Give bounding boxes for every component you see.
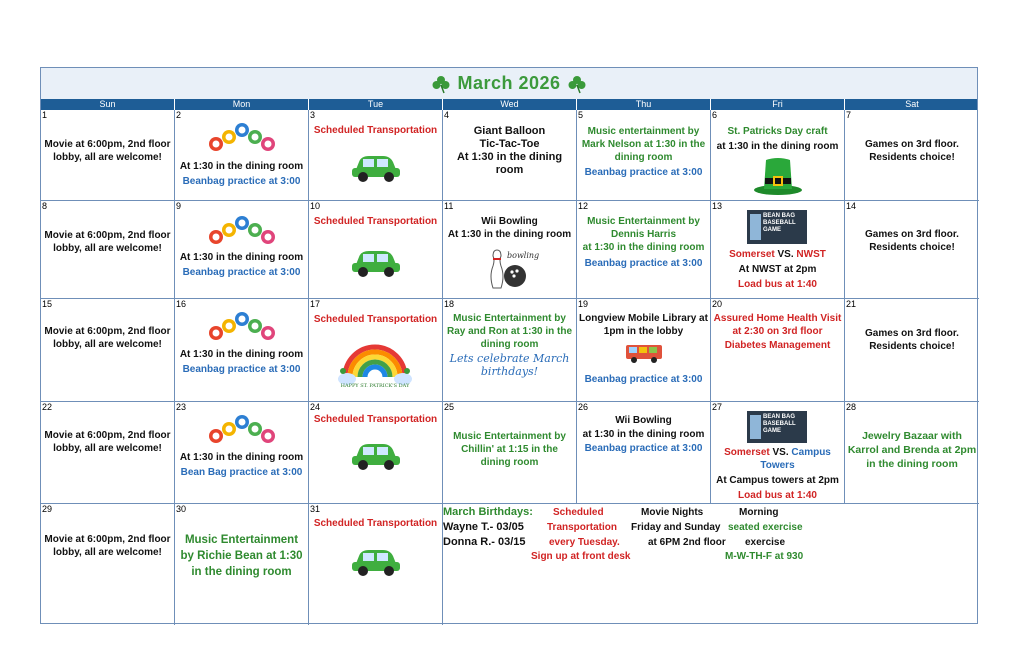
date-number: 9 — [176, 201, 182, 211]
event-text: At Campus towers at 2pm — [716, 475, 839, 486]
day-cell — [41, 110, 175, 201]
date-number: 3 — [310, 110, 316, 120]
weekday-header — [41, 99, 977, 110]
exercise-note: M-W-TH-F at 930 — [725, 551, 804, 562]
date-number: 14 — [846, 201, 857, 211]
day-cell — [845, 299, 979, 402]
event-text: Music entertainment by Mark Nelson at 1:30 in the dining room — [581, 126, 706, 163]
event-text: Music Entertainment by Richie Bean at 1:30 in the dining room — [180, 534, 303, 578]
movie-note: at 6PM 2nd floor — [648, 537, 726, 548]
day-cell — [845, 110, 979, 201]
event-text: At 1:30 in the dining room — [179, 349, 304, 360]
signup-note: Sign up at front desk — [531, 551, 631, 562]
leprechaun-hat-icon — [753, 154, 803, 196]
notes-panel — [443, 504, 979, 625]
date-number: 28 — [846, 402, 857, 412]
date-number: 27 — [712, 402, 723, 412]
event-text: Movie at 6:00pm, 2nd floor lobby, all are welcome! — [44, 534, 171, 558]
exercise-note: Morning — [739, 507, 779, 518]
day-cell — [41, 299, 175, 402]
date-number: 16 — [176, 299, 187, 309]
event-text: Diabetes Management — [724, 340, 831, 351]
day-cell — [175, 201, 309, 299]
day-cell — [577, 402, 711, 504]
bean-bag-baseball-icon: BEAN BAG BASEBALL GAME — [747, 411, 807, 443]
event-text: Movie at 6:00pm, 2nd floor lobby, all are welcome! — [44, 430, 171, 454]
transport-note: Scheduled — [553, 507, 604, 518]
shamrock-icon — [567, 74, 587, 94]
movie-note: Movie Nights — [641, 507, 704, 518]
date-number: 22 — [42, 402, 53, 412]
date-number: 1 — [42, 110, 48, 120]
library-bus-icon — [625, 342, 663, 364]
weekday-fri: Fri — [711, 99, 845, 110]
event-text: Games on 3rd floor. Residents choice! — [865, 328, 959, 352]
event-text: Bean Bag practice at 3:00 — [180, 467, 303, 478]
exercise-note: exercise — [745, 537, 786, 548]
event-text: At 1:30 in the dining room — [447, 229, 572, 240]
day-cell — [41, 201, 175, 299]
transport-note: every Tuesday. — [549, 537, 620, 548]
birthday-entry: Wayne T.- 03/05 — [443, 521, 524, 533]
event-text: Scheduled Transportation — [313, 314, 438, 325]
event-text: Longview Mobile Library at 1pm in the lobby — [579, 313, 708, 337]
event-text: Tic-Tac-Toe — [479, 138, 540, 150]
date-number: 17 — [310, 299, 321, 309]
day-cell — [175, 110, 309, 201]
event-text: Music Entertainment by Ray and Ron at 1:30 in the dining room — [446, 313, 573, 350]
date-number: 7 — [846, 110, 852, 120]
event-text: Wii Bowling — [615, 415, 672, 426]
event-text: Scheduled Transportation — [313, 216, 438, 227]
day-cell — [711, 402, 845, 504]
event-text: Beanbag practice at 3:00 — [584, 167, 703, 178]
date-number: 19 — [578, 299, 589, 309]
calendar — [40, 67, 978, 624]
svg-text:HAPPY ST. PATRICK'S DAY: HAPPY ST. PATRICK'S DAY — [340, 383, 410, 389]
day-cell — [443, 110, 577, 201]
green-car-icon — [349, 150, 403, 184]
date-number: 20 — [712, 299, 723, 309]
date-number: 30 — [176, 504, 187, 514]
event-text: Movie at 6:00pm, 2nd floor lobby, all are welcome! — [44, 139, 171, 163]
day-cell — [309, 504, 443, 625]
movie-note: Friday and Sunday — [631, 522, 721, 533]
event-text: Somerset VS. NWST — [729, 249, 826, 260]
date-number: 24 — [310, 402, 321, 412]
bingo-balls-icon — [207, 213, 277, 249]
event-text: Beanbag practice at 3:00 — [584, 258, 703, 269]
weekday-sun: Sun — [41, 99, 175, 110]
day-cell — [175, 504, 309, 625]
day-cell — [443, 201, 577, 299]
date-number: 15 — [42, 299, 53, 309]
day-cell — [309, 402, 443, 504]
exercise-note: seated exercise — [728, 522, 803, 533]
event-text: at 1:30 in the dining room — [716, 141, 839, 152]
event-text: Beanbag practice at 3:00 — [182, 176, 301, 187]
event-text: Beanbag practice at 3:00 — [584, 374, 703, 385]
date-number: 11 — [444, 201, 454, 211]
bowling-icon — [487, 246, 540, 290]
day-cell — [577, 201, 711, 299]
date-number: 18 — [444, 299, 455, 309]
weekday-tue: Tue — [309, 99, 443, 110]
day-cell — [711, 110, 845, 201]
day-cell — [175, 299, 309, 402]
event-text: Scheduled Transportation — [313, 518, 438, 529]
date-number: 21 — [846, 299, 857, 309]
date-number: 29 — [42, 504, 53, 514]
day-cell — [309, 110, 443, 201]
weekday-thu: Thu — [577, 99, 711, 110]
day-cell — [577, 110, 711, 201]
event-text: Wii Bowling — [481, 216, 538, 227]
event-text: Jewelry Bazaar with Karrol and Brenda at 2pm in the dining room — [847, 430, 977, 470]
event-text: Music Entertainment by Dennis Harris — [587, 216, 700, 240]
event-text: At 1:30 in the dining room — [456, 151, 563, 176]
date-number: 10 — [310, 201, 321, 211]
calendar-header — [41, 68, 977, 99]
bingo-balls-icon — [207, 412, 277, 448]
birthday-entry: Donna R.- 03/15 — [443, 536, 526, 548]
rainbow-icon — [339, 327, 411, 393]
day-cell — [845, 402, 979, 504]
event-text: Beanbag practice at 3:00 — [584, 443, 703, 454]
day-cell — [175, 402, 309, 504]
date-number: 23 — [176, 402, 187, 412]
event-text: Assured Home Health Visit at 2:30 on 3rd floor — [713, 313, 842, 337]
event-text: Giant Balloon — [473, 125, 546, 137]
date-number: 4 — [444, 110, 450, 120]
event-text: Load bus at 1:40 — [738, 279, 817, 290]
green-car-icon — [349, 245, 403, 279]
event-text: Scheduled Transportation — [313, 414, 438, 425]
day-cell — [309, 201, 443, 299]
date-number: 5 — [578, 110, 584, 120]
event-text: At NWST at 2pm — [738, 264, 817, 275]
date-number: 2 — [176, 110, 182, 120]
bingo-balls-icon — [207, 309, 277, 345]
date-number: 26 — [578, 402, 589, 412]
event-text: Beanbag practice at 3:00 — [182, 364, 301, 375]
event-text: Somerset VS. Campus Towers — [724, 447, 831, 471]
shamrock-icon — [431, 74, 451, 94]
date-number: 25 — [444, 402, 455, 412]
green-car-icon — [349, 438, 403, 472]
event-text: Games on 3rd floor. Residents choice! — [865, 229, 959, 253]
event-text: Beanbag practice at 3:00 — [182, 267, 301, 278]
day-cell — [443, 402, 577, 504]
event-text: Lets celebrate March birthdays! — [449, 352, 570, 378]
weekday-wed: Wed — [443, 99, 577, 110]
event-text: St. Patricks Day craft — [727, 126, 828, 137]
bean-bag-baseball-icon: BEAN BAG BASEBALL GAME — [747, 210, 807, 244]
svg-text:bowling: bowling — [507, 251, 540, 260]
birthdays-title: March Birthdays: — [443, 506, 533, 518]
day-cell — [845, 201, 979, 299]
event-text: At 1:30 in the dining room — [179, 452, 304, 463]
green-car-icon — [349, 544, 403, 578]
weekday-sat: Sat — [905, 99, 919, 109]
day-cell — [711, 299, 845, 402]
date-number: 6 — [712, 110, 718, 120]
date-number: 31 — [310, 504, 321, 514]
day-cell — [443, 299, 577, 402]
event-text: Movie at 6:00pm, 2nd floor lobby, all are welcome! — [44, 326, 171, 350]
day-cell — [41, 402, 175, 504]
date-number: 13 — [712, 201, 723, 211]
event-text: at 1:30 in the dining room — [582, 429, 705, 440]
event-text: Music Entertainment by Chillin' at 1:15 in the dining room — [453, 431, 566, 468]
transport-note: Transportation — [547, 522, 618, 533]
weekday-mon: Mon — [175, 99, 309, 110]
bingo-balls-icon — [207, 120, 277, 156]
event-text: at 1:30 in the dining room — [582, 242, 705, 253]
event-text: Scheduled Transportation — [313, 125, 438, 136]
event-text: Games on 3rd floor. Residents choice! — [865, 139, 959, 163]
event-text: At 1:30 in the dining room — [179, 252, 304, 263]
event-text: Movie at 6:00pm, 2nd floor lobby, all are welcome! — [44, 230, 171, 254]
date-number: 12 — [578, 201, 589, 211]
day-cell — [711, 201, 845, 299]
date-number: 8 — [42, 201, 48, 211]
day-cell — [41, 504, 175, 625]
day-cell — [577, 299, 711, 402]
event-text: Load bus at 1:40 — [738, 490, 817, 501]
day-cell — [309, 299, 443, 402]
event-text: At 1:30 in the dining room — [179, 161, 304, 172]
calendar-title: March 2026 — [457, 73, 561, 93]
